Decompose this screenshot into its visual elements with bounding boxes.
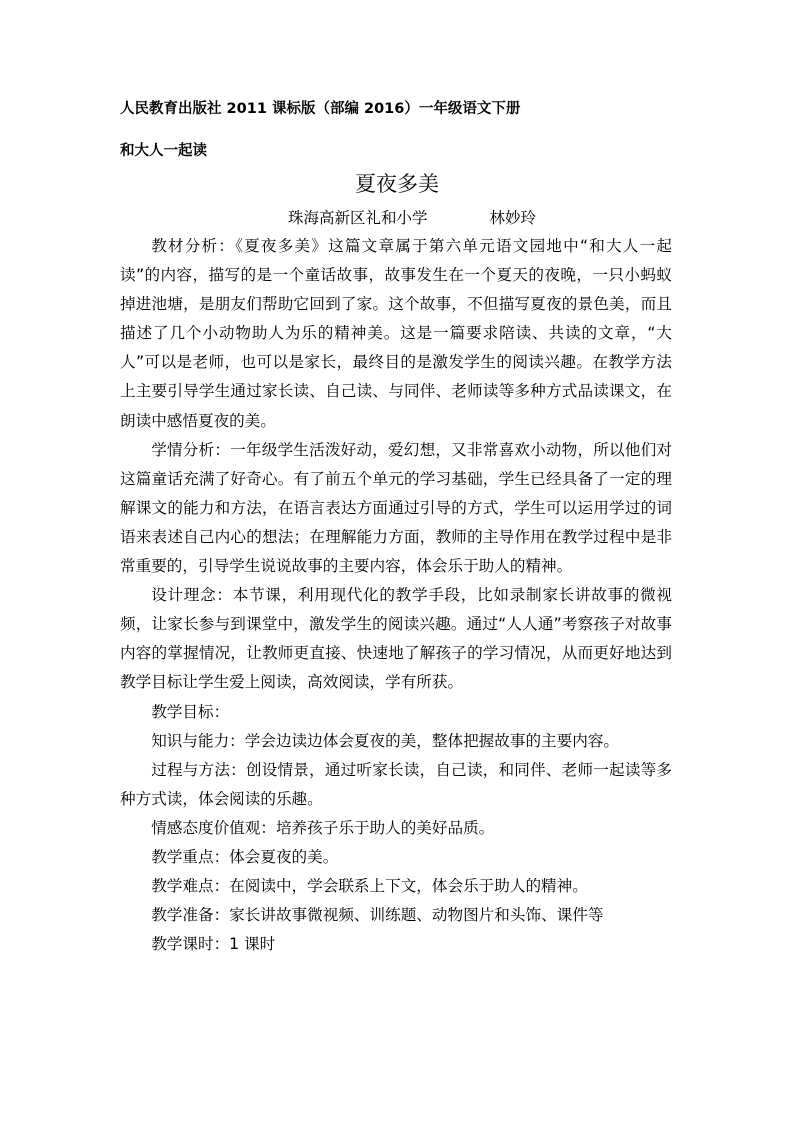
document-header: 人民教育出版社 2011 课标版（部编 2016）一年级语文下册 [120,101,521,117]
paragraph-teaching-goals: 教学目标： [151,702,230,721]
paragraph-emotion-values: 情感态度价值观：培养孩子乐于助人的美好品质。 [151,818,495,837]
paragraph-student-analysis: 学情分析：一年级学生活泼好动，爱幻想，又非常喜欢小动物，所以他们对这篇童话充满了好奇心。有了前五个单元的学习基础，学生已经具备了一定的理解课文的能力和方法，在语言表达方面通过引导的方式，学生可以运用学过的词语来表述自己内心的想法；在理解能力方面，教师的主导作用在教学过程中是非常重要的，引导学生说说故事的主要内容，体会乐于助人的精神。 [120,440,672,576]
paragraph-knowledge-ability: 知识与能力：学会边读边体会夏夜的美，整体把握故事的主要内容。 [151,731,620,750]
author-line [0,206,794,228]
paragraph-difficult-point: 教学难点：在阅读中，学会联系上下文，体会乐于助人的精神。 [151,877,588,896]
paragraph-process-method: 过程与方法：创设情景，通过听家长读，自己读，和同伴、老师一起读等多种方式读，体会阅读的乐趣。 [120,760,672,808]
document-body [120,232,672,959]
paragraph-preparation: 教学准备：家长讲故事微视频、训练题、动物图片和头饰、课件等 [151,906,604,925]
paragraph-class-hours: 教学课时：1 课时 [151,935,276,954]
paragraph-design-concept: 设计理念：本节课，利用现代化的教学手段，比如录制家长讲故事的微视频，让家长参与到课堂中，激发学生的阅读兴趣。通过“人人通”考察孩子对故事内容的掌握情况，让教师更直接、快速地了解孩子的学习情况，从而更好地达到教学目标让学生爱上阅读，高效阅读，学有所获。 [120,586,672,692]
paragraph-key-point: 教学重点：体会夏夜的美。 [151,847,339,866]
author-name: 林妙玲 [489,209,537,227]
school-name: 珠海高新区礼和小学 [287,209,428,227]
section-label: 和大人一起读 [120,143,207,159]
paragraph-textbook-analysis: 教材分析：《夏夜多美》这篇文章属于第六单元语文园地中“和大人一起读”的内容，描写的是一个童话故事，故事发生在一个夏天的夜晚，一只小蚂蚁掉进池塘，是朋友们帮助它回到了家。这个故事，不但描写夏夜的景色美，而且描述了几个小动物助人为乐的精神美。这是一篇要求陪读、共读的文章，“大人”可以是老师，也可以是家长，最终目的是激发学生的阅读兴趣。在教学方法上主要引导学生通过家长读、自己读、与同伴、老师读等多种方式品读课文，在朗读中感悟夏夜的美。 [120,237,672,430]
document-title: 夏夜多美 [355,172,439,196]
